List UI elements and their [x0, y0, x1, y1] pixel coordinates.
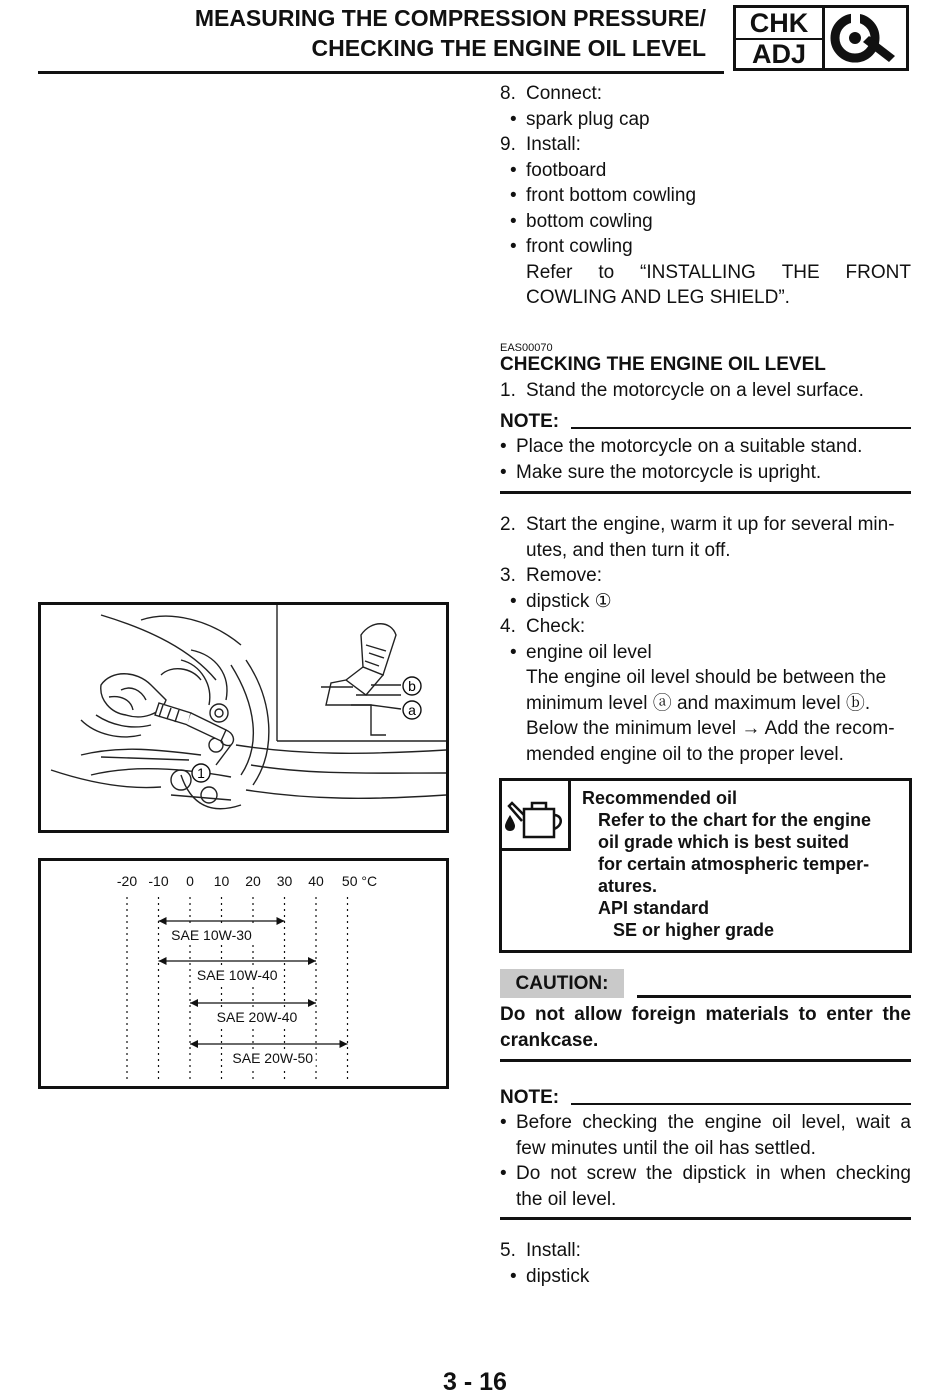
- step-text: Stand the motorcycle on a level surface.: [526, 380, 864, 401]
- note-1-list: [500, 434, 911, 485]
- page-number: 3 - 16: [443, 1368, 507, 1396]
- word: Before: [516, 1112, 572, 1133]
- bullet: •: [510, 641, 517, 663]
- arrow-head-left: [159, 917, 167, 925]
- note-item-cont: few minutes until the oil has settled.: [516, 1137, 816, 1159]
- refer-text-cont: COWLING AND LEG SHIELD”.: [526, 287, 790, 308]
- word: when: [780, 1163, 826, 1184]
- word: engine: [704, 1112, 762, 1133]
- oil-can-icon: [502, 781, 571, 851]
- caution-label: CAUTION:: [500, 969, 624, 998]
- note-item-cont: the oil level.: [516, 1188, 617, 1210]
- step-number: 8.: [500, 83, 516, 104]
- note-end-rule: [500, 491, 911, 494]
- series-label: SAE 20W-40: [216, 1009, 298, 1025]
- caution-line: [500, 1002, 911, 1028]
- word: level,: [801, 1112, 846, 1133]
- step-text: Install:: [526, 1240, 581, 1261]
- series-label: SAE 10W-30: [171, 927, 252, 943]
- bullet: •: [510, 1265, 517, 1287]
- note-2-list: [500, 1110, 911, 1212]
- badge-adj: ADJ: [751, 39, 806, 69]
- step-text: minimum level ⓐ and maximum level ⓑ.: [526, 692, 871, 714]
- steps-2-4: [500, 512, 911, 767]
- chk-adj-badge: [733, 5, 909, 71]
- step-number: 9.: [500, 134, 516, 155]
- arrow-head-right: [308, 999, 316, 1007]
- step-number: 5.: [500, 1240, 516, 1261]
- step-text: utes, and then turn it off.: [526, 539, 731, 561]
- word: the: [667, 1112, 695, 1133]
- word: Do: [516, 1163, 541, 1184]
- rec-api: API standard: [598, 898, 710, 918]
- tick-label: 0: [186, 873, 194, 889]
- list-item: bottom cowling: [526, 210, 653, 232]
- list-item: dipstick ①: [526, 590, 612, 612]
- bullet: •: [510, 185, 517, 206]
- viscosity-chart-svg: [41, 861, 446, 1086]
- step-text: Check:: [526, 616, 586, 637]
- note-rule: [571, 427, 911, 429]
- step-number: 1.: [500, 380, 516, 401]
- rec-title: Recommended oil: [582, 788, 738, 808]
- rec-line: oil grade which is best suited: [598, 832, 850, 852]
- arrow-head-left: [190, 999, 198, 1007]
- refer-text: [526, 260, 911, 286]
- caution-rule: [637, 995, 911, 998]
- note-rule: [571, 1103, 911, 1105]
- callout-b: b: [408, 678, 416, 694]
- word: foreign: [631, 1004, 696, 1025]
- note-end-rule: [500, 1217, 911, 1220]
- word: screw: [586, 1163, 637, 1184]
- header-rule: [38, 71, 724, 74]
- step-1: [500, 378, 911, 404]
- word: “INSTALLING: [640, 261, 756, 283]
- word: not: [550, 1163, 577, 1184]
- word: enter: [826, 1004, 873, 1025]
- note-label: NOTE:: [500, 411, 560, 432]
- list-item: front bottom cowling: [526, 185, 697, 206]
- word: checking: [582, 1112, 658, 1133]
- word: the: [646, 1163, 673, 1184]
- tick-label: 30: [276, 873, 293, 889]
- dipstick-illustration: [38, 602, 449, 833]
- rec-grade: SE or higher grade: [613, 920, 775, 940]
- caution-line: crankcase.: [500, 1029, 599, 1051]
- list-item: dipstick: [526, 1265, 590, 1287]
- caution-text: [500, 1002, 911, 1053]
- callout-1: 1: [197, 765, 205, 781]
- rec-line: atures.: [598, 876, 658, 896]
- arrow-head-right: [277, 917, 285, 925]
- page-title: [195, 3, 706, 63]
- step-5: [500, 1238, 911, 1289]
- step-text: The engine oil level should be between the: [526, 667, 887, 688]
- step-text: Install:: [526, 134, 581, 155]
- word: the: [882, 1004, 911, 1025]
- bullet: •: [500, 461, 507, 483]
- word: allow: [574, 1004, 622, 1025]
- word: Do: [500, 1004, 526, 1025]
- step-number: 3.: [500, 565, 516, 586]
- caution-end-rule: [500, 1059, 911, 1062]
- viscosity-chart: [38, 858, 449, 1089]
- wrench-icon: [825, 8, 906, 68]
- callout-a: a: [408, 702, 416, 718]
- note-item: [516, 1161, 911, 1187]
- title-line-2: CHECKING THE ENGINE OIL LEVEL: [311, 35, 706, 61]
- step-text: Connect:: [526, 83, 603, 104]
- bullet: •: [510, 210, 517, 232]
- arrow-head-left: [159, 957, 167, 965]
- title-line-1: MEASURING THE COMPRESSION PRESSURE/: [194, 5, 706, 31]
- note-item: Make sure the motorcycle is upright.: [516, 461, 822, 483]
- word: not: [535, 1004, 565, 1025]
- arrow-head-right: [340, 1040, 348, 1048]
- word: in: [755, 1163, 771, 1184]
- bullet: •: [500, 436, 507, 457]
- arrow-head-right: [308, 957, 316, 965]
- word: to: [798, 1004, 817, 1025]
- steps-connect-install: [500, 81, 911, 311]
- bullet: •: [500, 1112, 507, 1133]
- list-item: engine oil level: [526, 641, 652, 663]
- tick-label: -10: [148, 873, 169, 889]
- word: to: [598, 261, 615, 283]
- list-item: footboard: [526, 159, 607, 181]
- step-number: 2.: [500, 514, 516, 535]
- word: THE: [781, 261, 820, 283]
- rec-line: for certain atmospheric temper-: [598, 854, 870, 874]
- word: oil: [772, 1112, 792, 1133]
- bullet: •: [500, 1163, 507, 1184]
- tick-label: 40: [308, 873, 324, 889]
- step-text: Start the engine, warm it up for several min-: [526, 514, 895, 535]
- list-item: spark plug cap: [526, 108, 650, 130]
- series-label: SAE 10W-40: [196, 967, 278, 983]
- tick-label: 10: [213, 873, 230, 889]
- step-number: 4.: [500, 616, 516, 637]
- note-item: Place the motorcycle on a suitable stand.: [516, 436, 863, 457]
- rec-line: Refer to the chart for the engine: [598, 810, 872, 830]
- note-item: [516, 1110, 911, 1136]
- word: wait: [856, 1112, 890, 1133]
- step-text: Remove:: [526, 565, 603, 586]
- tick-label: 20: [245, 873, 261, 889]
- word: FRONT: [845, 261, 911, 283]
- section-heading: CHECKING THE ENGINE OIL LEVEL: [500, 354, 826, 375]
- badge-chk: CHK: [736, 8, 822, 40]
- word: a: [900, 1112, 911, 1133]
- bullet: •: [510, 236, 517, 257]
- word: Refer: [526, 261, 573, 283]
- recommended-oil-box: [499, 778, 912, 953]
- word: checking: [835, 1163, 911, 1184]
- series-label: SAE 20W-50: [232, 1050, 314, 1066]
- bullet: •: [510, 108, 517, 130]
- tick-label: -20: [116, 873, 138, 889]
- step-text: mended engine oil to the proper level.: [526, 743, 844, 765]
- tick-label: 50 °C: [341, 873, 378, 889]
- arrow-head-left: [190, 1040, 198, 1048]
- note-label: NOTE:: [500, 1087, 560, 1108]
- word: materials: [705, 1004, 789, 1025]
- step-text: Below the minimum level → Add the recom-: [526, 718, 895, 739]
- list-item: front cowling: [526, 236, 633, 257]
- section-code: EAS00070: [500, 342, 553, 354]
- bullet: •: [510, 159, 517, 181]
- word: dipstick: [682, 1163, 746, 1184]
- bullet: •: [510, 590, 517, 612]
